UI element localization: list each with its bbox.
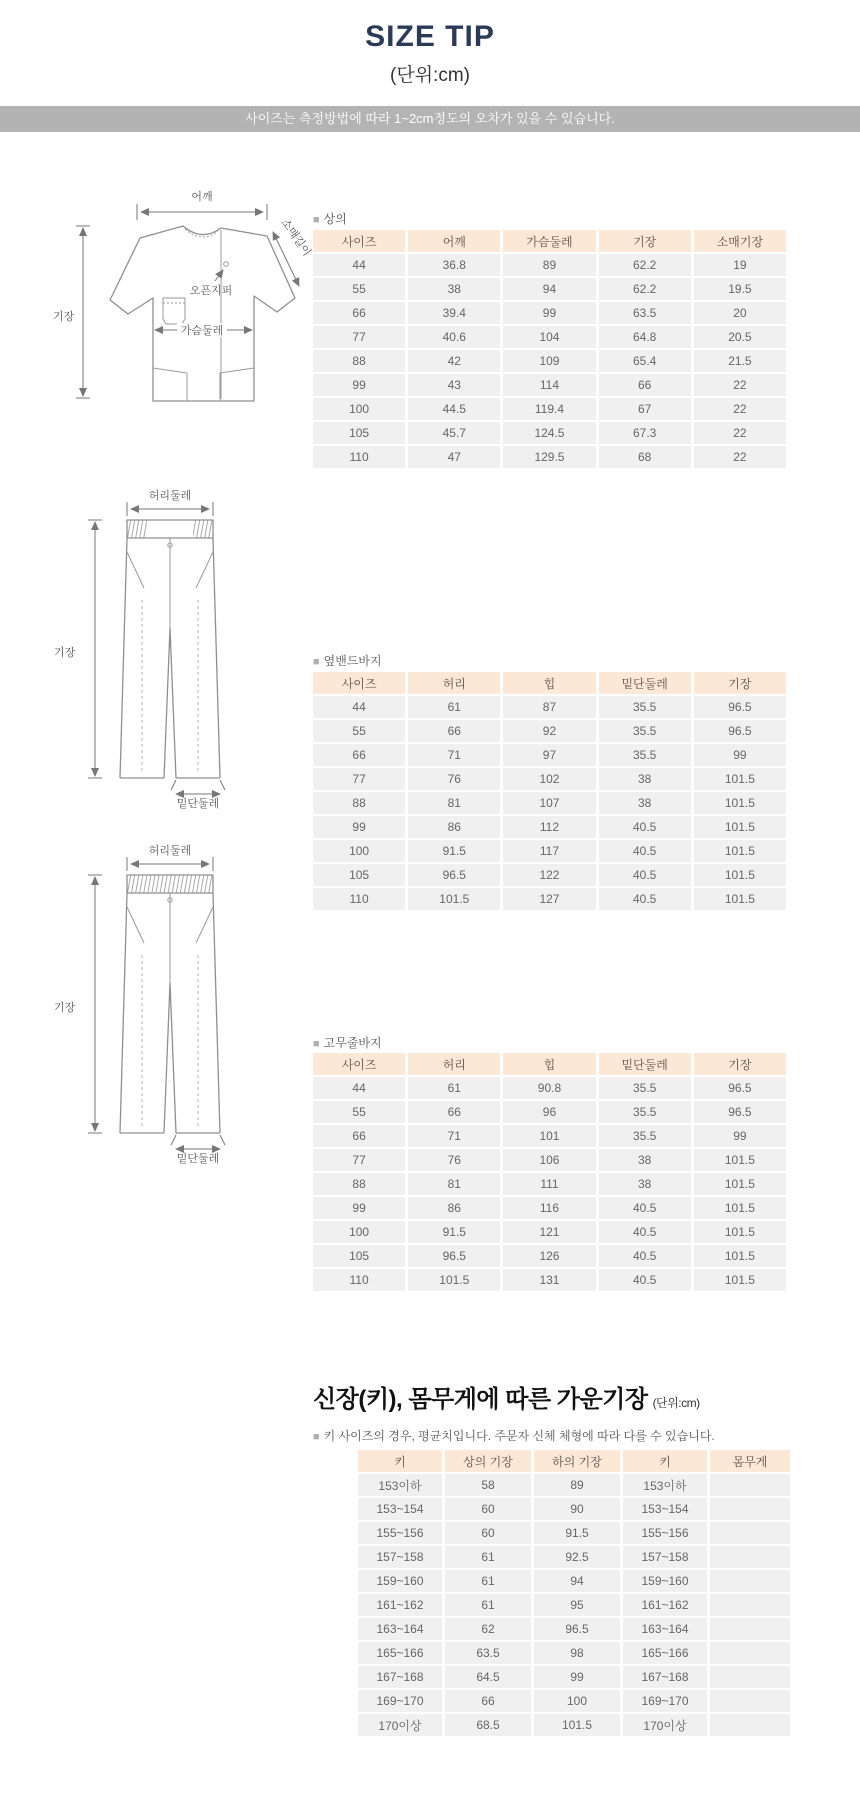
table-cell: 91.5: [534, 1522, 620, 1544]
table-cell: 159~160: [358, 1570, 442, 1592]
table-cell: 55: [313, 278, 405, 300]
table-cell: 99: [503, 302, 595, 324]
table-row: [358, 1618, 790, 1640]
table-cell: 100: [313, 840, 405, 862]
section-title-top: [313, 210, 347, 227]
gown-note-text: 키 사이즈의 경우, 평균치입니다. 주문자 신체 체형에 따라 다를 수 있습니다.: [323, 1429, 715, 1443]
section-title-band-pants: [313, 652, 382, 669]
section-title-label: 옆밴드바지: [323, 654, 382, 668]
table-cell: 101.5: [408, 888, 500, 910]
table-cell: 61: [445, 1594, 531, 1616]
table-cell: 129.5: [503, 446, 595, 468]
table-cell: 61: [408, 1077, 500, 1099]
table-header-row: [313, 672, 786, 694]
table-row: [358, 1714, 790, 1736]
table-cell: 40.5: [599, 840, 691, 862]
table-cell: 66: [599, 374, 691, 396]
table-cell: 47: [408, 446, 500, 468]
table-cell: 94: [534, 1570, 620, 1592]
table-cell: 66: [313, 744, 405, 766]
table-cell: 44: [313, 696, 405, 718]
table-cell: 163~164: [358, 1618, 442, 1640]
waist-dimension-label: 허리둘레: [148, 845, 192, 857]
table-cell: 67.3: [599, 422, 691, 444]
table-cell: [710, 1522, 790, 1544]
table-cell: 167~168: [358, 1666, 442, 1688]
table-cell: 101.5: [694, 888, 786, 910]
section-marker-icon: ■: [313, 656, 320, 668]
table-cell: 76: [408, 768, 500, 790]
table-cell: 39.4: [408, 302, 500, 324]
table-cell: 101.5: [534, 1714, 620, 1736]
gown-unit-label: (단위:cm): [652, 1396, 700, 1410]
table-cell: 157~158: [358, 1546, 442, 1568]
table-cell: 61: [445, 1570, 531, 1592]
top-garment-diagram: [45, 186, 315, 408]
table-cell: 90.8: [503, 1077, 595, 1099]
table-cell: 161~162: [623, 1594, 707, 1616]
table-cell: 38: [599, 1149, 691, 1171]
table-cell: 110: [313, 888, 405, 910]
table-row: [313, 1173, 786, 1195]
table-cell: 102: [503, 768, 595, 790]
table-cell: 55: [313, 720, 405, 742]
table-cell: 92.5: [534, 1546, 620, 1568]
table-cell: 169~170: [358, 1690, 442, 1712]
table-cell: 88: [313, 350, 405, 372]
table-cell: 66: [408, 720, 500, 742]
table-cell: 112: [503, 816, 595, 838]
chest-pocket: [163, 298, 185, 324]
table-row: [313, 350, 786, 372]
table-cell: 38: [408, 278, 500, 300]
column-header: 허리: [408, 1053, 500, 1075]
table-row: [313, 326, 786, 348]
snap-button-icon: [224, 262, 229, 267]
table-cell: 81: [408, 792, 500, 814]
size-table-band-pants: [310, 670, 789, 912]
table-cell: [710, 1714, 790, 1736]
side-elastic-right: [193, 520, 213, 538]
table-cell: 153~154: [358, 1498, 442, 1520]
table-cell: 44.5: [408, 398, 500, 420]
table-cell: 99: [313, 1197, 405, 1219]
length-dimension-label: 기장: [54, 647, 76, 659]
column-header: 밑단둘레: [599, 1053, 691, 1075]
section-marker-icon: ■: [313, 214, 320, 226]
length-dimension-label: 기장: [54, 1002, 76, 1014]
table-row: [313, 840, 786, 862]
table-cell: 88: [313, 792, 405, 814]
table-row: [313, 696, 786, 718]
column-header: 키: [623, 1450, 707, 1472]
table-cell: 35.5: [599, 1077, 691, 1099]
column-header: 사이즈: [313, 672, 405, 694]
table-cell: 117: [503, 840, 595, 862]
shirt-outline: [110, 226, 295, 401]
table-cell: 62.2: [599, 254, 691, 276]
table-cell: 167~168: [623, 1666, 707, 1688]
notice-banner: 사이즈는 측정방법에 따라 1~2cm정도의 오차가 있을 수 있습니다.: [0, 106, 860, 132]
table-cell: 99: [694, 744, 786, 766]
table-cell: 62.2: [599, 278, 691, 300]
table-row: [358, 1546, 790, 1568]
table-row: [313, 446, 786, 468]
table-row: [313, 1077, 786, 1099]
table-cell: 40.5: [599, 1197, 691, 1219]
elastic-band: [127, 875, 213, 893]
table-cell: 111: [503, 1173, 595, 1195]
table-cell: 35.5: [599, 720, 691, 742]
gown-length-heading: [313, 1379, 700, 1414]
table-cell: 58: [445, 1474, 531, 1496]
table-cell: 119.4: [503, 398, 595, 420]
table-cell: 44: [313, 1077, 405, 1099]
band-pants-diagram: [50, 488, 265, 810]
table-cell: 109: [503, 350, 595, 372]
table-cell: 105: [313, 864, 405, 886]
table-cell: 77: [313, 326, 405, 348]
table-cell: [710, 1666, 790, 1688]
column-header: 기장: [694, 1053, 786, 1075]
table-cell: [710, 1594, 790, 1616]
table-cell: 99: [313, 374, 405, 396]
sleeve-dimension-label: 소매길이: [278, 216, 313, 259]
hem-pocket-left: [153, 368, 187, 401]
gown-length-note: [313, 1427, 715, 1444]
table-cell: 159~160: [623, 1570, 707, 1592]
section-marker-icon: ■: [313, 1038, 320, 1050]
table-cell: 43: [408, 374, 500, 396]
table-cell: 95: [534, 1594, 620, 1616]
table-cell: 86: [408, 1197, 500, 1219]
table-cell: 101.5: [408, 1269, 500, 1291]
table-cell: 81: [408, 1173, 500, 1195]
column-header: 힙: [503, 672, 595, 694]
column-header: 키: [358, 1450, 442, 1472]
gown-length-title: 신장(키), 몸무게에 따른 가운기장: [313, 1386, 648, 1413]
table-cell: 106: [503, 1149, 595, 1171]
table-row: [313, 864, 786, 886]
column-header: 소매기장: [694, 230, 786, 252]
table-row: [313, 888, 786, 910]
table-cell: 96.5: [534, 1618, 620, 1640]
table-cell: 97: [503, 744, 595, 766]
table-cell: 153이하: [358, 1474, 442, 1496]
table-cell: 104: [503, 326, 595, 348]
table-cell: 99: [694, 1125, 786, 1147]
hem-pocket-right: [220, 368, 254, 401]
table-cell: 86: [408, 816, 500, 838]
table-row: [358, 1498, 790, 1520]
table-cell: 38: [599, 792, 691, 814]
table-cell: 19.5: [694, 278, 786, 300]
table-cell: 63.5: [599, 302, 691, 324]
table-cell: 77: [313, 1149, 405, 1171]
table-cell: 76: [408, 1149, 500, 1171]
table-cell: 68: [599, 446, 691, 468]
table-row: [358, 1522, 790, 1544]
table-cell: [710, 1546, 790, 1568]
table-cell: 99: [313, 816, 405, 838]
table-row: [313, 768, 786, 790]
table-cell: 89: [534, 1474, 620, 1496]
column-header: 밑단둘레: [599, 672, 691, 694]
open-zipper-label: 오픈지퍼: [189, 285, 233, 297]
table-cell: 105: [313, 422, 405, 444]
table-cell: 114: [503, 374, 595, 396]
table-cell: 110: [313, 1269, 405, 1291]
table-cell: 77: [313, 768, 405, 790]
table-cell: 100: [313, 1221, 405, 1243]
table-cell: 19: [694, 254, 786, 276]
column-header: 힙: [503, 1053, 595, 1075]
table-cell: 165~166: [623, 1642, 707, 1664]
table-cell: 61: [445, 1546, 531, 1568]
size-table-top: [310, 228, 789, 470]
table-cell: 96.5: [694, 1077, 786, 1099]
table-cell: 161~162: [358, 1594, 442, 1616]
column-header: 상의 기장: [445, 1450, 531, 1472]
table-header-row: [358, 1450, 790, 1472]
table-row: [313, 1245, 786, 1267]
column-header: 사이즈: [313, 1053, 405, 1075]
table-cell: 40.5: [599, 888, 691, 910]
table-cell: 90: [534, 1498, 620, 1520]
gown-length-table: [355, 1448, 793, 1738]
table-cell: 116: [503, 1197, 595, 1219]
table-row: [313, 278, 786, 300]
table-row: [313, 1125, 786, 1147]
table-cell: 101.5: [694, 768, 786, 790]
table-cell: [710, 1690, 790, 1712]
table-cell: 101.5: [694, 1149, 786, 1171]
table-cell: 100: [313, 398, 405, 420]
table-cell: 126: [503, 1245, 595, 1267]
table-cell: 40.5: [599, 816, 691, 838]
table-row: [313, 1197, 786, 1219]
table-row: [358, 1570, 790, 1592]
table-cell: 66: [445, 1690, 531, 1712]
table-cell: 101.5: [694, 864, 786, 886]
table-cell: 38: [599, 768, 691, 790]
table-cell: 42: [408, 350, 500, 372]
table-row: [313, 302, 786, 324]
table-row: [358, 1666, 790, 1688]
table-cell: 64.8: [599, 326, 691, 348]
table-cell: 170이상: [623, 1714, 707, 1736]
table-cell: 45.7: [408, 422, 500, 444]
table-cell: 66: [313, 302, 405, 324]
table-cell: [710, 1498, 790, 1520]
table-cell: 121: [503, 1221, 595, 1243]
section-title-elastic-pants: [313, 1034, 382, 1051]
table-row: [358, 1594, 790, 1616]
table-cell: 107: [503, 792, 595, 814]
table-cell: 22: [694, 446, 786, 468]
table-cell: 131: [503, 1269, 595, 1291]
column-header: 몸무게: [710, 1450, 790, 1472]
table-row: [313, 422, 786, 444]
table-row: [313, 254, 786, 276]
section-title-label: 고무줄바지: [323, 1036, 382, 1050]
side-elastic-left: [127, 520, 147, 538]
chest-dimension-label: 가슴둘레: [180, 325, 224, 337]
table-cell: 40.5: [599, 1221, 691, 1243]
table-cell: 101.5: [694, 840, 786, 862]
table-cell: 60: [445, 1498, 531, 1520]
table-cell: 22: [694, 422, 786, 444]
table-cell: 38: [599, 1173, 691, 1195]
table-row: [313, 792, 786, 814]
table-cell: 65.4: [599, 350, 691, 372]
table-row: [358, 1642, 790, 1664]
length-dimension-label: 기장: [53, 311, 75, 323]
table-cell: 96.5: [694, 720, 786, 742]
column-header: 가슴둘레: [503, 230, 595, 252]
table-cell: 155~156: [358, 1522, 442, 1544]
column-header: 사이즈: [313, 230, 405, 252]
table-cell: 94: [503, 278, 595, 300]
table-row: [358, 1474, 790, 1496]
table-cell: 35.5: [599, 1101, 691, 1123]
section-title-label: 상의: [323, 212, 347, 226]
table-cell: 101.5: [694, 1221, 786, 1243]
table-row: [313, 1221, 786, 1243]
waist-dimension-label: 허리둘레: [148, 490, 192, 502]
table-cell: [710, 1618, 790, 1640]
table-cell: 101.5: [694, 1173, 786, 1195]
table-cell: 66: [313, 1125, 405, 1147]
table-cell: 99: [534, 1666, 620, 1688]
section-marker-icon: ■: [313, 1431, 320, 1443]
table-cell: 155~156: [623, 1522, 707, 1544]
table-header-row: [313, 1053, 786, 1075]
table-cell: 40.5: [599, 864, 691, 886]
table-cell: 92: [503, 720, 595, 742]
table-cell: 153~154: [623, 1498, 707, 1520]
table-cell: 55: [313, 1101, 405, 1123]
table-row: [313, 398, 786, 420]
table-cell: 101: [503, 1125, 595, 1147]
table-cell: 35.5: [599, 744, 691, 766]
column-header: 하의 기장: [534, 1450, 620, 1472]
table-cell: 110: [313, 446, 405, 468]
table-cell: 71: [408, 1125, 500, 1147]
table-row: [313, 816, 786, 838]
table-cell: 40.6: [408, 326, 500, 348]
table-cell: 153이하: [623, 1474, 707, 1496]
table-cell: 66: [408, 1101, 500, 1123]
table-cell: 20: [694, 302, 786, 324]
table-cell: 40.5: [599, 1269, 691, 1291]
table-cell: 35.5: [599, 696, 691, 718]
page-title: SIZE TIP: [365, 20, 495, 53]
column-header: 허리: [408, 672, 500, 694]
table-cell: 170이상: [358, 1714, 442, 1736]
table-cell: 71: [408, 744, 500, 766]
table-cell: 127: [503, 888, 595, 910]
table-cell: 96.5: [408, 1245, 500, 1267]
table-cell: 101.5: [694, 1245, 786, 1267]
table-cell: 100: [534, 1690, 620, 1712]
table-cell: 67: [599, 398, 691, 420]
table-cell: 101.5: [694, 792, 786, 814]
table-row: [313, 1149, 786, 1171]
table-cell: 60: [445, 1522, 531, 1544]
table-row: [313, 374, 786, 396]
table-cell: [710, 1642, 790, 1664]
table-cell: 63.5: [445, 1642, 531, 1664]
table-cell: 89: [503, 254, 595, 276]
table-cell: 96.5: [694, 696, 786, 718]
table-cell: 88: [313, 1173, 405, 1195]
table-cell: 44: [313, 254, 405, 276]
table-header-row: [313, 230, 786, 252]
table-cell: 105: [313, 1245, 405, 1267]
table-cell: 68.5: [445, 1714, 531, 1736]
table-cell: 169~170: [623, 1690, 707, 1712]
table-cell: 91.5: [408, 1221, 500, 1243]
hem-dimension-label: 밑단둘레: [176, 798, 220, 810]
table-cell: 101.5: [694, 1269, 786, 1291]
table-cell: [710, 1570, 790, 1592]
table-cell: 124.5: [503, 422, 595, 444]
table-cell: 101.5: [694, 816, 786, 838]
column-header: 어깨: [408, 230, 500, 252]
table-cell: 20.5: [694, 326, 786, 348]
table-cell: 101.5: [694, 1197, 786, 1219]
table-cell: 96.5: [408, 864, 500, 886]
table-row: [358, 1690, 790, 1712]
table-cell: 35.5: [599, 1125, 691, 1147]
table-cell: 98: [534, 1642, 620, 1664]
table-cell: 157~158: [623, 1546, 707, 1568]
elastic-pants-diagram: [50, 843, 265, 1165]
table-cell: 62: [445, 1618, 531, 1640]
table-cell: 87: [503, 696, 595, 718]
table-cell: 61: [408, 696, 500, 718]
table-cell: 22: [694, 374, 786, 396]
table-cell: 64.5: [445, 1666, 531, 1688]
unit-label: (단위:cm): [390, 65, 470, 86]
table-row: [313, 1101, 786, 1123]
column-header: 기장: [694, 672, 786, 694]
table-row: [313, 720, 786, 742]
table-row: [313, 1269, 786, 1291]
table-cell: [710, 1474, 790, 1496]
table-cell: 36.8: [408, 254, 500, 276]
table-cell: 40.5: [599, 1245, 691, 1267]
size-table-elastic-pants: [310, 1051, 789, 1293]
table-cell: 91.5: [408, 840, 500, 862]
hem-dimension-label: 밑단둘레: [176, 1153, 220, 1165]
table-cell: 21.5: [694, 350, 786, 372]
table-cell: 96: [503, 1101, 595, 1123]
table-cell: 22: [694, 398, 786, 420]
table-row: [313, 744, 786, 766]
column-header: 기장: [599, 230, 691, 252]
table-cell: 96.5: [694, 1101, 786, 1123]
shoulder-dimension-label: 어깨: [191, 191, 213, 203]
table-cell: 165~166: [358, 1642, 442, 1664]
table-cell: 163~164: [623, 1618, 707, 1640]
table-cell: 122: [503, 864, 595, 886]
